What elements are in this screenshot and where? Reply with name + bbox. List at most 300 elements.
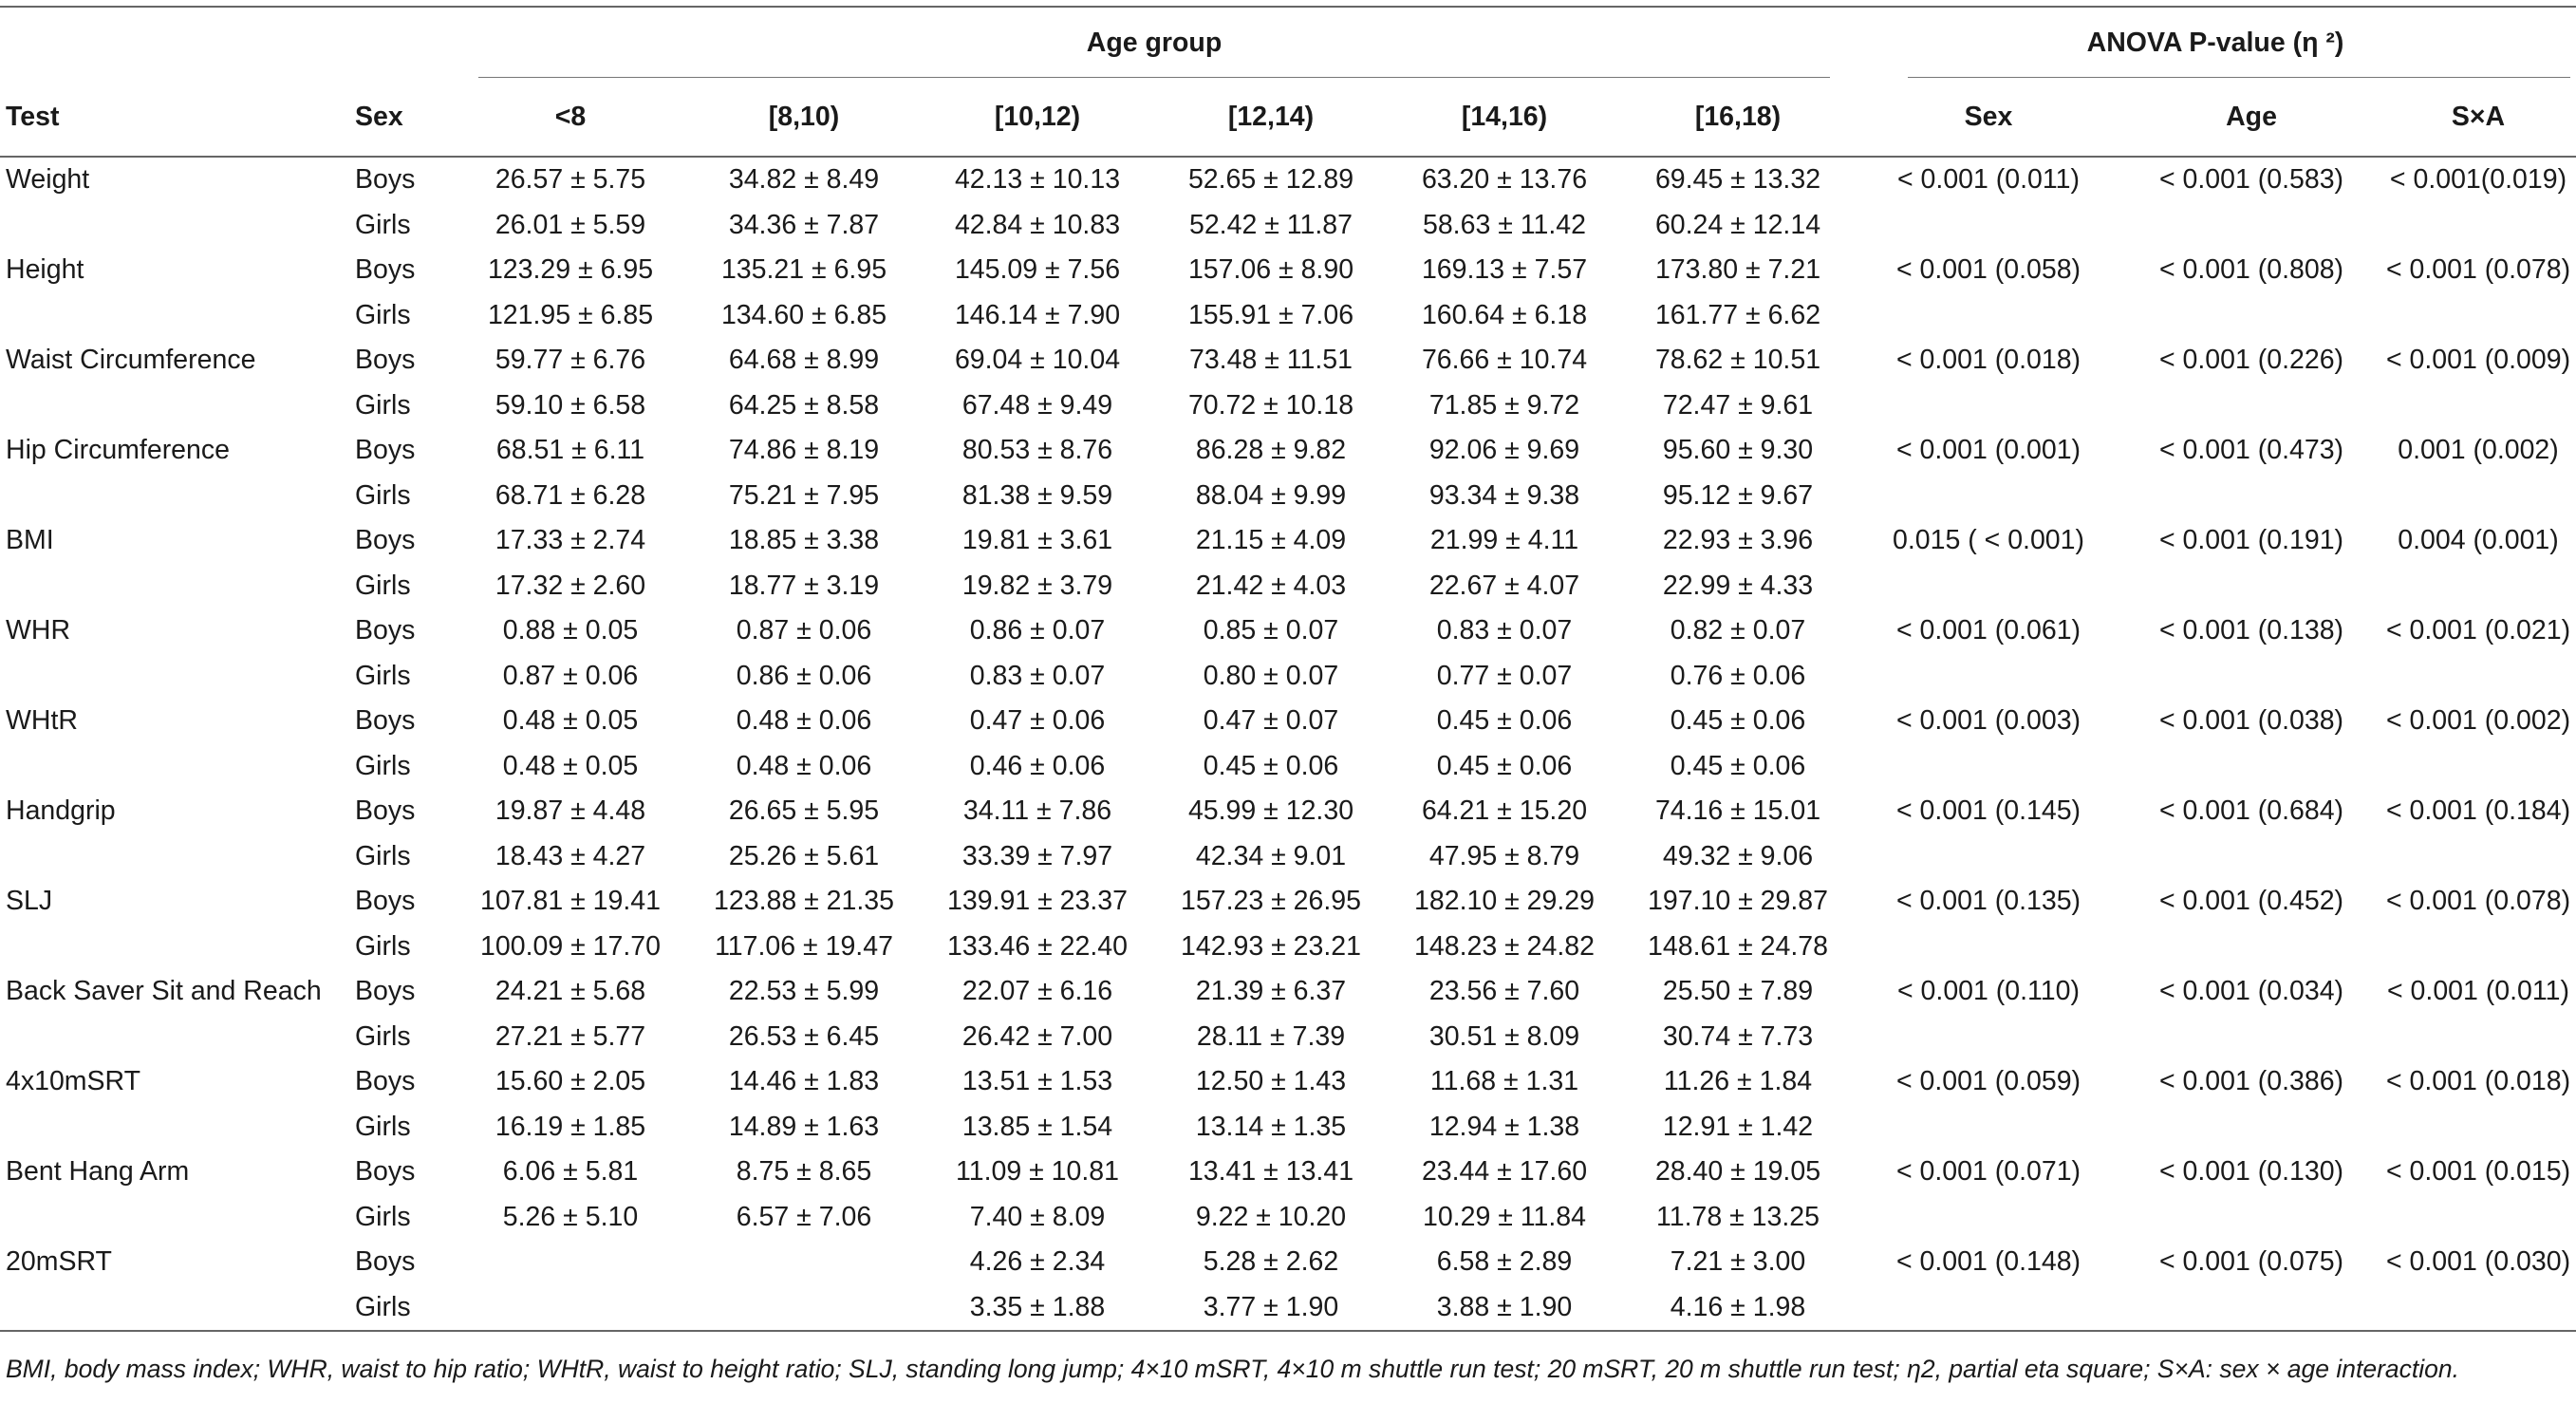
age-value-cell: 157.23 ± 26.95	[1181, 886, 1361, 917]
col-header-sex: Sex	[349, 78, 454, 157]
age-value-cell: 121.95 ± 6.85	[487, 299, 654, 330]
age-group-header: Age group	[454, 7, 1855, 78]
sex-cell: Girls	[355, 389, 411, 421]
age-value-cell: 95.12 ± 9.67	[1662, 479, 1814, 511]
age-value-cell: 155.91 ± 7.06	[1187, 299, 1354, 330]
anova-value-cell	[2380, 654, 2576, 700]
sex-cell: Girls	[355, 479, 411, 511]
anova-value-cell: 0.001 (0.002)	[2398, 435, 2559, 466]
age-value-cell: 0.87 ± 0.06	[736, 615, 872, 646]
age-value-cell: 63.20 ± 13.76	[1421, 164, 1588, 196]
anova-value-cell	[1855, 474, 2122, 519]
anova-value-cell: < 0.001 (0.003)	[1895, 705, 2081, 737]
table-row	[0, 1015, 2576, 1060]
table-row	[0, 564, 2576, 609]
anova-value-cell	[1855, 203, 2122, 249]
age-value-cell: 7.40 ± 8.09	[969, 1201, 1106, 1232]
sex-cell: Boys	[355, 615, 416, 646]
age-value-cell: 23.44 ± 17.60	[1421, 1156, 1588, 1188]
header-column-row	[0, 78, 2576, 157]
anova-value-cell: < 0.001 (0.138)	[2158, 615, 2344, 646]
sex-cell: Boys	[355, 795, 416, 827]
test-name-cell: Height	[6, 254, 84, 286]
age-value-cell: 13.51 ± 1.53	[961, 1066, 1113, 1097]
age-value-cell: 88.04 ± 9.99	[1195, 479, 1347, 511]
test-name-cell: Waist Circumference	[6, 345, 256, 376]
age-value-cell: 0.86 ± 0.07	[969, 615, 1106, 646]
age-value-cell: 14.46 ± 1.83	[728, 1066, 880, 1097]
anova-value-cell	[2380, 834, 2576, 880]
age-value-cell: 3.77 ± 1.90	[1154, 1285, 1388, 1332]
col-header-age-14-16: [14,16)	[1388, 78, 1621, 157]
test-name-cell	[0, 1105, 349, 1151]
anova-value-cell	[2122, 564, 2380, 609]
test-name-cell: Bent Hang Arm	[6, 1156, 190, 1188]
anova-value-cell: < 0.001 (0.058)	[1895, 254, 2081, 286]
age-value-cell: 26.57 ± 5.75	[495, 164, 646, 196]
test-name-cell	[0, 564, 349, 609]
age-value-cell: 0.47 ± 0.06	[969, 705, 1106, 737]
anova-value-cell	[2380, 564, 2576, 609]
age-value-cell: 49.32 ± 9.06	[1662, 840, 1814, 871]
table-row	[0, 654, 2576, 700]
age-value-cell: 59.77 ± 6.76	[495, 345, 646, 376]
age-value-cell: 69.04 ± 10.04	[954, 345, 1121, 376]
header-group-row	[0, 7, 2576, 78]
age-value-cell: 11.78 ± 13.25	[1655, 1201, 1820, 1232]
age-value-cell: 19.81 ± 3.61	[961, 525, 1113, 556]
anova-value-cell: < 0.001 (0.021)	[2385, 615, 2571, 646]
test-name-cell	[0, 834, 349, 880]
age-value-cell: 11.68 ± 1.31	[1429, 1066, 1579, 1097]
anova-value-cell	[2122, 293, 2380, 339]
age-value-cell: 58.63 ± 11.42	[1422, 209, 1586, 240]
anova-value-cell: < 0.001 (0.473)	[2158, 435, 2344, 466]
sex-cell: Girls	[355, 840, 411, 871]
anova-value-cell: < 0.001 (0.071)	[1895, 1156, 2081, 1188]
col-header-anova-age: Age	[2122, 78, 2380, 157]
age-value-cell: 42.34 ± 9.01	[1195, 840, 1347, 871]
age-value-cell: 30.74 ± 7.73	[1662, 1020, 1814, 1052]
col-header-age-16-18: [16,18)	[1621, 78, 1855, 157]
age-value-cell: 26.53 ± 6.45	[728, 1020, 880, 1052]
age-value-cell: 25.50 ± 7.89	[1662, 976, 1814, 1007]
table-row	[0, 157, 2576, 203]
test-name-cell	[0, 474, 349, 519]
anova-value-cell: < 0.001 (0.078)	[2385, 886, 2571, 917]
age-value-cell: 76.66 ± 10.74	[1421, 345, 1588, 376]
age-value-cell: 13.41 ± 13.41	[1187, 1156, 1354, 1188]
test-name-cell	[0, 654, 349, 700]
sex-cell: Girls	[355, 660, 411, 691]
age-value-cell: 5.28 ± 2.62	[1203, 1246, 1339, 1278]
sex-cell: Girls	[355, 299, 411, 330]
age-value-cell: 27.21 ± 5.77	[495, 1020, 646, 1052]
age-value-cell: 42.13 ± 10.13	[954, 164, 1121, 196]
anova-value-cell: < 0.001 (0.011)	[1897, 164, 2080, 196]
age-value-cell: 70.72 ± 10.18	[1187, 389, 1354, 421]
anova-value-cell	[1855, 1285, 2122, 1332]
age-value-cell: 9.22 ± 10.20	[1195, 1201, 1347, 1232]
col-header-test: Test	[0, 78, 349, 157]
test-name-cell: Weight	[6, 164, 90, 196]
anova-value-cell: < 0.001 (0.808)	[2158, 254, 2344, 286]
table-row	[0, 518, 2576, 564]
age-value-cell: 42.84 ± 10.83	[954, 209, 1121, 240]
table-row	[0, 834, 2576, 880]
anova-value-cell: < 0.001 (0.583)	[2158, 164, 2344, 196]
age-value-cell: 86.28 ± 9.82	[1195, 435, 1347, 466]
anova-value-cell: < 0.001 (0.061)	[1895, 615, 2081, 646]
age-value-cell: 148.61 ± 24.78	[1648, 930, 1828, 962]
test-name-cell	[0, 744, 349, 790]
age-value-cell: 68.51 ± 6.11	[495, 435, 645, 466]
age-value-cell: 15.60 ± 2.05	[495, 1066, 646, 1097]
age-value-cell: 52.42 ± 11.87	[1188, 209, 1353, 240]
anova-value-cell	[2380, 925, 2576, 970]
anova-value-cell: < 0.001 (0.002)	[2385, 705, 2571, 737]
age-value-cell: 45.99 ± 12.30	[1187, 795, 1354, 827]
age-value-cell: 17.32 ± 2.60	[495, 570, 646, 601]
test-name-cell: 4x10mSRT	[6, 1066, 141, 1097]
anova-value-cell	[1855, 1015, 2122, 1060]
age-value-cell: 13.14 ± 1.35	[1195, 1111, 1347, 1142]
table-row	[0, 428, 2576, 474]
test-name-cell: Handgrip	[6, 795, 116, 827]
age-value-cell: 64.25 ± 8.58	[728, 389, 880, 421]
age-value-cell: 75.21 ± 7.95	[728, 479, 880, 511]
anova-value-cell	[1855, 293, 2122, 339]
table-row	[0, 925, 2576, 970]
age-value-cell: 173.80 ± 7.21	[1654, 254, 1821, 286]
sex-cell: Girls	[355, 1020, 411, 1052]
age-value-cell: 18.77 ± 3.19	[728, 570, 880, 601]
anova-value-cell: < 0.001 (0.386)	[2158, 1066, 2344, 1097]
age-value-cell: 133.46 ± 22.40	[947, 930, 1128, 962]
age-value-cell: 47.95 ± 8.79	[1428, 840, 1580, 871]
table-row	[0, 338, 2576, 384]
age-value-cell: 0.46 ± 0.06	[969, 750, 1106, 781]
table-row	[0, 293, 2576, 339]
test-name-cell	[0, 203, 349, 249]
age-value-cell: 6.57 ± 7.06	[736, 1201, 872, 1232]
age-value-cell: 16.19 ± 1.85	[495, 1111, 646, 1142]
age-value-cell: 0.45 ± 0.06	[1436, 750, 1573, 781]
age-value-cell: 30.51 ± 8.09	[1428, 1020, 1580, 1052]
age-value-cell: 197.10 ± 29.87	[1648, 886, 1828, 917]
age-value-cell: 123.88 ± 21.35	[714, 886, 894, 917]
anova-value-cell: < 0.001 (0.135)	[1895, 886, 2081, 917]
age-value-cell: 139.91 ± 23.37	[947, 886, 1128, 917]
age-value-cell: 0.45 ± 0.06	[1436, 705, 1573, 737]
age-value-cell: 95.60 ± 9.30	[1662, 435, 1814, 466]
anova-value-cell: < 0.001 (0.191)	[2158, 525, 2344, 556]
sex-cell: Boys	[355, 435, 416, 466]
age-value-cell: 7.21 ± 3.00	[1670, 1246, 1806, 1278]
anova-value-cell	[2380, 744, 2576, 790]
anova-value-cell: < 0.001 (0.226)	[2158, 345, 2344, 376]
age-value-cell: 22.53 ± 5.99	[728, 976, 880, 1007]
anova-value-cell: 0.015 ( < 0.001)	[1892, 525, 2085, 556]
anova-value-cell	[1855, 744, 2122, 790]
anova-value-cell: < 0.001 (0.015)	[2385, 1156, 2571, 1188]
age-value-cell: 6.06 ± 5.81	[502, 1156, 639, 1188]
table-row	[0, 1150, 2576, 1195]
anova-value-cell	[1855, 564, 2122, 609]
test-name-cell	[0, 1285, 349, 1332]
anova-value-cell	[2122, 1195, 2380, 1241]
age-value-cell: 0.47 ± 0.07	[1203, 705, 1339, 737]
table-row	[0, 1195, 2576, 1241]
anova-value-cell	[1855, 834, 2122, 880]
age-value-cell: 12.50 ± 1.43	[1195, 1066, 1347, 1097]
anova-value-cell: < 0.001 (0.009)	[2385, 345, 2571, 376]
test-name-cell: WHtR	[6, 705, 78, 737]
age-value-cell: 72.47 ± 9.61	[1662, 389, 1814, 421]
test-name-cell	[0, 293, 349, 339]
anova-value-cell	[2380, 474, 2576, 519]
age-value-cell: 23.56 ± 7.60	[1428, 976, 1580, 1007]
col-header-age-8-10: [8,10)	[687, 78, 921, 157]
age-value-cell: 64.21 ± 15.20	[1421, 795, 1588, 827]
anova-value-cell	[2380, 1105, 2576, 1151]
table-row	[0, 1105, 2576, 1151]
sex-cell: Boys	[355, 1246, 416, 1278]
age-value-cell: 26.65 ± 5.95	[728, 795, 880, 827]
age-value-cell: 24.21 ± 5.68	[495, 976, 646, 1007]
table-row	[0, 248, 2576, 293]
test-name-cell	[0, 1015, 349, 1060]
test-name-cell: Back Saver Sit and Reach	[6, 976, 322, 1007]
sex-cell: Girls	[355, 930, 411, 962]
anova-value-cell: < 0.001 (0.130)	[2158, 1156, 2344, 1188]
sex-cell: Boys	[355, 976, 416, 1007]
age-value-cell: 64.68 ± 8.99	[728, 345, 880, 376]
age-value-cell: 21.42 ± 4.03	[1195, 570, 1347, 601]
age-value-cell: 10.29 ± 11.84	[1422, 1201, 1586, 1232]
age-value-cell: 28.11 ± 7.39	[1196, 1020, 1346, 1052]
age-value-cell: 19.87 ± 4.48	[495, 795, 646, 827]
sex-cell: Girls	[355, 1201, 411, 1232]
age-value-cell: 21.15 ± 4.09	[1195, 525, 1347, 556]
table-row	[0, 1059, 2576, 1105]
sex-cell: Boys	[355, 164, 416, 196]
header-spacer	[0, 7, 454, 78]
age-value-cell: 142.93 ± 23.21	[1181, 930, 1361, 962]
test-name-cell: SLJ	[6, 886, 53, 917]
age-value-cell: 0.82 ± 0.07	[1670, 615, 1806, 646]
anova-value-cell: < 0.001 (0.059)	[1895, 1066, 2081, 1097]
anova-value-cell	[2122, 925, 2380, 970]
age-value-cell: 5.26 ± 5.10	[502, 1201, 639, 1232]
anova-value-cell	[1855, 1105, 2122, 1151]
age-value-cell: 19.82 ± 3.79	[961, 570, 1113, 601]
age-value-cell: 146.14 ± 7.90	[954, 299, 1121, 330]
anova-value-cell	[2380, 1285, 2576, 1332]
anova-value-cell	[2122, 1015, 2380, 1060]
age-value-cell: 28.40 ± 19.05	[1654, 1156, 1821, 1188]
sex-cell: Girls	[355, 750, 411, 781]
col-header-age-lt8: <8	[454, 78, 687, 157]
age-value-cell: 80.53 ± 8.76	[961, 435, 1113, 466]
sex-cell: Girls	[355, 209, 411, 240]
age-value-cell: 81.38 ± 9.59	[961, 479, 1113, 511]
age-value-cell: 33.39 ± 7.97	[961, 840, 1113, 871]
age-value-cell: 0.45 ± 0.06	[1670, 750, 1806, 781]
age-value-cell: 145.09 ± 7.56	[954, 254, 1121, 286]
age-value-cell: 0.80 ± 0.07	[1203, 660, 1339, 691]
age-value-cell: 182.10 ± 29.29	[1414, 886, 1595, 917]
age-value-cell: 69.45 ± 13.32	[1654, 164, 1821, 196]
age-value-cell: 52.65 ± 12.89	[1187, 164, 1354, 196]
age-value-cell: 0.88 ± 0.05	[502, 615, 639, 646]
age-value-cell: 21.99 ± 4.11	[1429, 525, 1579, 556]
anova-value-cell	[2380, 293, 2576, 339]
anova-value-cell	[2380, 1015, 2576, 1060]
age-value-cell: 0.48 ± 0.06	[736, 750, 872, 781]
anova-value-cell	[2122, 654, 2380, 700]
anova-value-cell: < 0.001 (0.148)	[1895, 1246, 2081, 1278]
table-row	[0, 474, 2576, 519]
age-value-cell	[687, 1240, 921, 1285]
test-name-cell: Hip Circumference	[6, 435, 230, 466]
age-value-cell: 0.45 ± 0.06	[1670, 705, 1806, 737]
age-value-cell: 0.45 ± 0.06	[1203, 750, 1339, 781]
age-value-cell: 18.43 ± 4.27	[495, 840, 646, 871]
age-value-cell: 26.42 ± 7.00	[961, 1020, 1113, 1052]
age-value-cell: 18.85 ± 3.38	[728, 525, 880, 556]
age-value-cell: 73.48 ± 11.51	[1188, 345, 1353, 376]
table-row	[0, 744, 2576, 790]
age-value-cell	[687, 1285, 921, 1332]
anova-value-cell	[2122, 474, 2380, 519]
anova-value-cell	[2380, 203, 2576, 249]
age-value-cell: 34.11 ± 7.86	[962, 795, 1112, 827]
age-value-cell: 14.89 ± 1.63	[728, 1111, 880, 1142]
anova-value-cell	[1855, 925, 2122, 970]
age-value-cell: 22.07 ± 6.16	[961, 976, 1113, 1007]
anova-value-cell: < 0.001 (0.110)	[1897, 976, 2080, 1007]
age-value-cell: 68.71 ± 6.28	[495, 479, 646, 511]
age-value-cell: 0.83 ± 0.07	[969, 660, 1106, 691]
age-value-cell: 3.88 ± 1.90	[1388, 1285, 1621, 1332]
sex-cell: Girls	[349, 1285, 454, 1332]
sex-cell: Boys	[355, 886, 416, 917]
age-value-cell: 134.60 ± 6.85	[720, 299, 887, 330]
age-value-cell: 34.82 ± 8.49	[728, 164, 880, 196]
age-value-cell: 22.93 ± 3.96	[1662, 525, 1814, 556]
age-value-cell: 59.10 ± 6.58	[495, 389, 646, 421]
age-value-cell: 26.01 ± 5.59	[495, 209, 646, 240]
anova-value-cell	[2380, 1195, 2576, 1241]
anova-value-cell: < 0.001 (0.684)	[2158, 795, 2344, 827]
age-value-cell: 13.85 ± 1.54	[961, 1111, 1113, 1142]
sex-cell: Boys	[355, 705, 416, 737]
sex-cell: Girls	[355, 1111, 411, 1142]
sex-cell: Boys	[355, 1156, 416, 1188]
age-value-cell: 6.58 ± 2.89	[1436, 1246, 1573, 1278]
sex-cell: Boys	[355, 254, 416, 286]
test-name-cell: BMI	[6, 525, 54, 556]
table-row	[0, 879, 2576, 925]
age-value-cell	[454, 1285, 687, 1332]
table-row	[0, 203, 2576, 249]
age-value-cell: 92.06 ± 9.69	[1428, 435, 1580, 466]
test-name-cell: 20mSRT	[6, 1246, 112, 1278]
table-body	[0, 157, 2576, 1331]
age-value-cell: 22.99 ± 4.33	[1662, 570, 1814, 601]
age-value-cell: 11.09 ± 10.81	[955, 1156, 1119, 1188]
age-value-cell: 117.06 ± 19.47	[715, 930, 893, 962]
age-value-cell: 12.91 ± 1.42	[1662, 1111, 1814, 1142]
anova-value-cell: < 0.001 (0.452)	[2158, 886, 2344, 917]
anova-value-cell	[2122, 1285, 2380, 1332]
anova-value-cell: < 0.001 (0.030)	[2385, 1246, 2571, 1278]
sex-cell: Boys	[355, 345, 416, 376]
age-value-cell	[454, 1240, 687, 1285]
anova-value-cell: < 0.001 (0.034)	[2158, 976, 2344, 1007]
age-value-cell: 160.64 ± 6.18	[1421, 299, 1588, 330]
age-value-cell: 74.16 ± 15.01	[1654, 795, 1821, 827]
age-value-cell: 169.13 ± 7.57	[1421, 254, 1588, 286]
anova-value-cell: < 0.001 (0.078)	[2385, 254, 2571, 286]
table-row	[0, 789, 2576, 834]
anova-value-cell	[1855, 654, 2122, 700]
col-header-age-12-14: [12,14)	[1154, 78, 1388, 157]
age-value-cell: 100.09 ± 17.70	[480, 930, 661, 962]
anova-value-cell: < 0.001 (0.018)	[1895, 345, 2081, 376]
age-value-cell: 0.83 ± 0.07	[1436, 615, 1573, 646]
age-value-cell: 0.76 ± 0.06	[1670, 660, 1806, 691]
age-value-cell: 34.36 ± 7.87	[728, 209, 880, 240]
age-value-cell: 123.29 ± 6.95	[487, 254, 654, 286]
anova-value-cell	[1855, 384, 2122, 429]
anova-value-cell: < 0.001 (0.001)	[1895, 435, 2081, 466]
test-name-cell	[0, 384, 349, 429]
age-value-cell: 22.67 ± 4.07	[1428, 570, 1580, 601]
sex-cell: Girls	[355, 570, 411, 601]
age-value-cell: 0.85 ± 0.07	[1203, 615, 1339, 646]
table-row	[0, 1285, 2576, 1332]
age-value-cell: 93.34 ± 9.38	[1428, 479, 1580, 511]
age-value-cell: 157.06 ± 8.90	[1187, 254, 1354, 286]
age-value-cell: 8.75 ± 8.65	[736, 1156, 872, 1188]
anova-value-cell	[2122, 384, 2380, 429]
age-value-cell: 11.26 ± 1.84	[1663, 1066, 1813, 1097]
age-value-cell: 0.48 ± 0.06	[736, 705, 872, 737]
test-name-cell	[0, 925, 349, 970]
age-value-cell: 17.33 ± 2.74	[495, 525, 646, 556]
test-name-cell	[0, 1195, 349, 1241]
age-value-cell: 0.87 ± 0.06	[502, 660, 639, 691]
col-header-age-10-12: [10,12)	[921, 78, 1154, 157]
age-value-cell: 161.77 ± 6.62	[1654, 299, 1821, 330]
table-row	[0, 969, 2576, 1015]
results-table	[0, 6, 2576, 1332]
age-value-cell: 107.81 ± 19.41	[480, 886, 661, 917]
test-name-cell: WHR	[6, 615, 71, 646]
table-footnote: BMI, body mass index; WHR, waist to hip ratio; WHtR, waist to height ratio; SLJ, standing long jump; 4×10 mSRT, 4×10 m shuttle run test; 20 mSRT, 20 m shuttle run test; η2, partial eta square; S×A: sex × age interaction.	[6, 1355, 2459, 1383]
age-value-cell: 67.48 ± 9.49	[961, 389, 1113, 421]
table-row	[0, 1240, 2576, 1285]
age-value-cell: 21.39 ± 6.37	[1195, 976, 1347, 1007]
age-value-cell: 74.86 ± 8.19	[728, 435, 880, 466]
age-value-cell: 12.94 ± 1.38	[1428, 1111, 1580, 1142]
table-row	[0, 384, 2576, 429]
table-row	[0, 699, 2576, 744]
anova-value-cell	[2380, 384, 2576, 429]
age-value-cell: 0.48 ± 0.05	[502, 750, 639, 781]
